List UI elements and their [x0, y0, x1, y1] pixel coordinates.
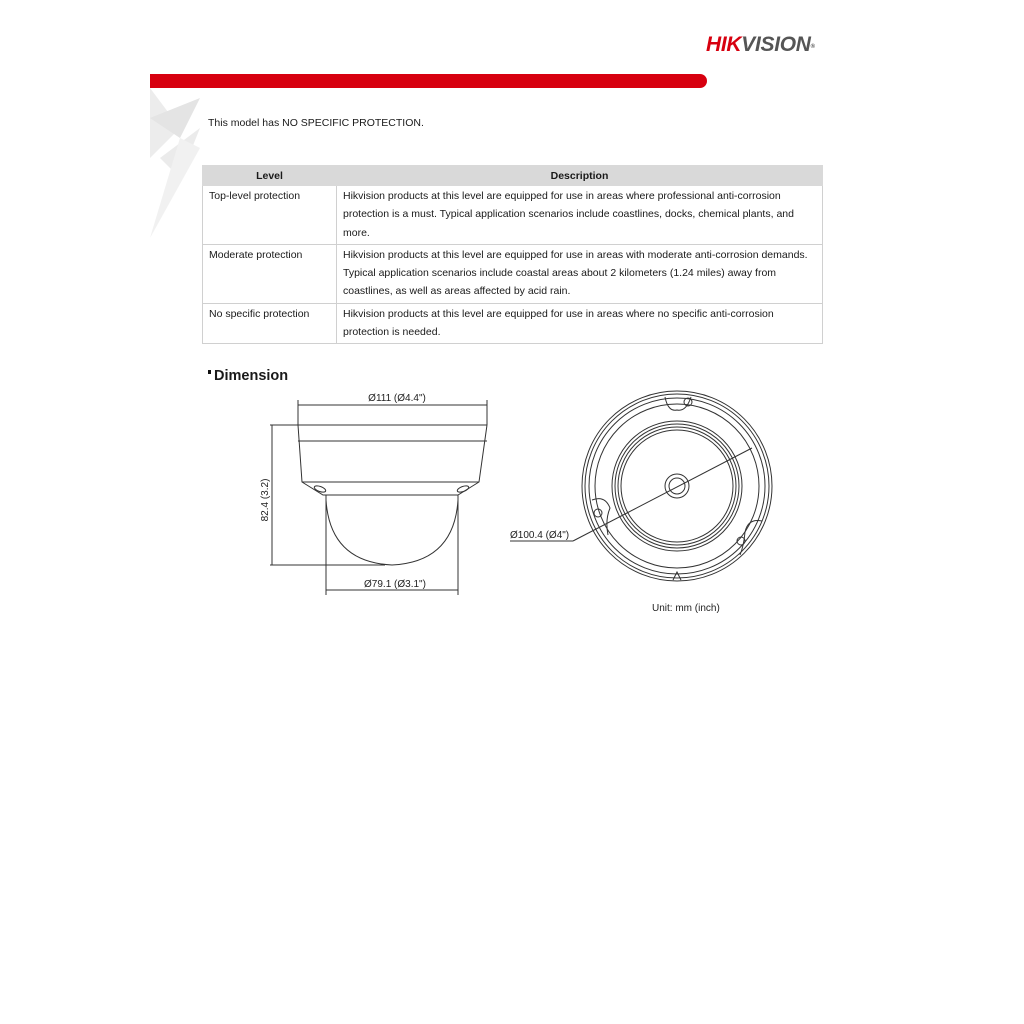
column-header-level: Level: [203, 166, 337, 186]
description-cell: Hikvision products at this level are equipped for use in areas with moderate anti-corrosion demands. Typical application scenarios include coastal areas about 2 kilometers (1.24 miles) away from coastlines, as well as areas affected by acid rain.: [337, 244, 823, 303]
base-diameter-label: Ø100.4 (Ø4"): [510, 530, 570, 541]
top-width-label: Ø111 (Ø4.4"): [368, 393, 426, 404]
logo-text-gray: VISION: [741, 33, 811, 56]
logo-text-red: HIK: [706, 33, 742, 56]
base-view-drawing: [510, 391, 772, 581]
bottom-width-label: Ø79.1 (Ø3.1"): [364, 579, 426, 590]
description-cell: Hikvision products at this level are equipped for use in areas where no specific anti-corrosion protection is needed.: [337, 303, 823, 344]
logo-registered-mark: ®: [810, 44, 815, 50]
side-view-drawing: [270, 400, 487, 595]
protection-intro-text: This model has NO SPECIFIC PROTECTION.: [208, 117, 424, 129]
base-dim-diagonal: [573, 448, 752, 541]
column-header-description: Description: [337, 166, 823, 186]
height-label: 82.4 (3.2): [260, 478, 271, 522]
level-cell: Moderate protection: [203, 244, 337, 303]
dimension-title-text: Dimension: [214, 368, 289, 384]
description-cell: Hikvision products at this level are equipped for use in areas where professional anti-corrosion protection is a must. Typical application scenarios include coastlines, docks, chemical plants, and more.: [337, 186, 823, 245]
level-cell: No specific protection: [203, 303, 337, 344]
unit-label: Unit: mm (inch): [652, 603, 720, 614]
level-cell: Top-level protection: [203, 186, 337, 245]
